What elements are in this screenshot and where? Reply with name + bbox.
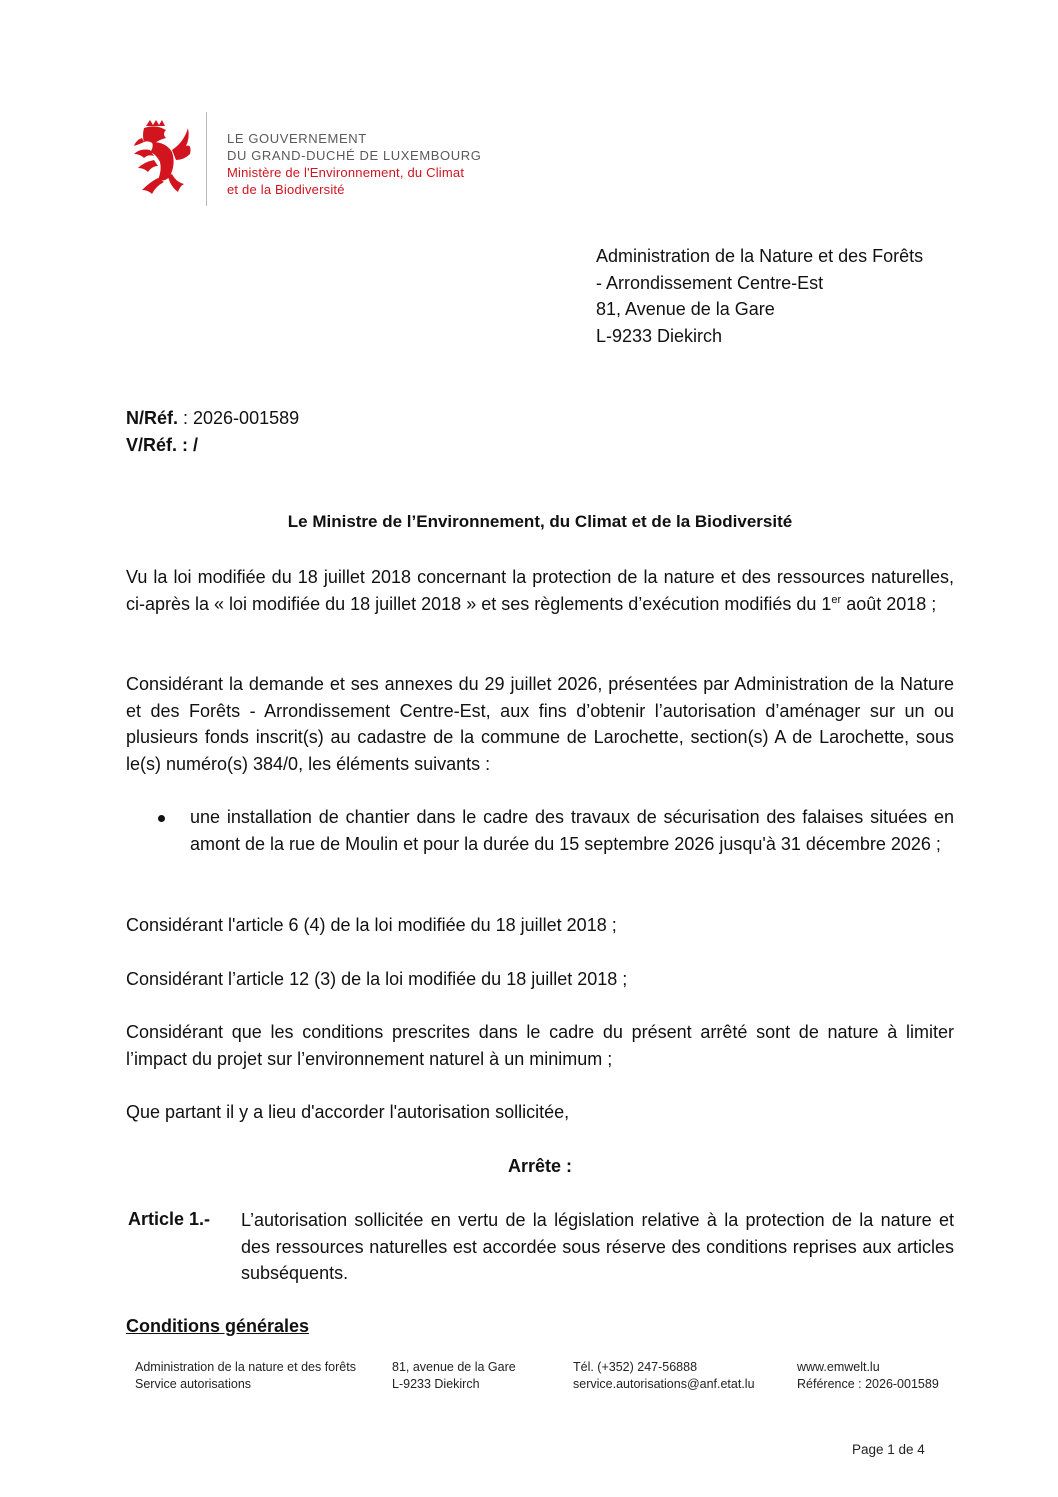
recipient-line-2: - Arrondissement Centre-Est: [596, 272, 824, 293]
page-number: Page 1 de 4: [852, 1442, 925, 1457]
paragraph-loi: [126, 564, 954, 617]
footer-col-contact: [573, 1359, 755, 1393]
paragraph-article-12: Considérant l’article 12 (3) de la loi modifiée du 18 juillet 2018 ;: [126, 969, 628, 989]
government-heading: [227, 130, 481, 198]
paragraph-conditions: Considérant que les conditions prescrites dans le cadre du présent arrêté sont de nature à limiter l’impact du projet sur l’environnement naturel à un minimum ;: [126, 1022, 954, 1069]
gov-line-1: LE GOUVERNEMENT: [227, 131, 367, 146]
luxembourg-lion-logo: [132, 120, 192, 196]
bullet-icon: [158, 815, 165, 822]
your-reference-label: V/Réf. : /: [126, 434, 199, 455]
footer-reference: Référence : 2026-001589: [797, 1377, 939, 1391]
section-heading: Conditions générales: [126, 1316, 310, 1336]
ordinal-sup: er: [831, 593, 842, 606]
logo-divider: [206, 112, 207, 206]
footer-col-web: [797, 1359, 939, 1393]
ministry-line-1: Ministère de l'Environnement, du Climat: [227, 165, 465, 180]
recipient-line-1: Administration de la Nature et des Forêts: [596, 246, 924, 266]
bullet-item: une installation de chantier dans le cadre des travaux de sécurisation des falaises situées en amont de la rue de Moulin et pour la durée du 15 septembre 2026 jusqu'à 31 décembre 2026 ;: [190, 807, 954, 854]
paragraph-loi-end: août 2018 ;: [841, 593, 937, 614]
footer-col-organisation: [135, 1359, 356, 1393]
gov-line-2: DU GRAND-DUCHÉ DE LUXEMBOURG: [227, 148, 482, 163]
recipient-address: [596, 243, 923, 349]
our-reference-value: : 2026-001589: [178, 408, 300, 428]
document-title: Le Ministre de l’Environnement, du Climat et de la Biodiversité: [287, 512, 793, 531]
article-1-text: L’autorisation sollicitée en vertu de la législation relative à la protection de la nature et des ressources naturelles est accordée sous réserve des conditions reprises aux articles subséquents.: [241, 1210, 954, 1283]
recipient-line-4: L-9233 Diekirch: [596, 325, 723, 346]
paragraph-loi-text: Vu la loi modifiée du 18 juillet 2018 concernant la protection de la nature et des ressources naturelles, ci-après la « loi modifiée du 18 juillet 2018 » et ses règlements d’exécution modifiés du 1: [126, 567, 954, 614]
footer-org-name: Administration de la nature et des forêts: [135, 1360, 356, 1374]
paragraph-partant: Que partant il y a lieu d'accorder l'autorisation sollicitée,: [126, 1102, 570, 1122]
recipient-line-3: 81, Avenue de la Gare: [596, 299, 775, 319]
your-reference: [126, 432, 299, 459]
article-1-label: Article 1.-: [128, 1209, 211, 1229]
footer-phone: Tél. (+352) 247-56888: [573, 1360, 698, 1374]
arrete-heading: Arrête :: [507, 1156, 573, 1176]
footer-street: 81, avenue de la Gare: [392, 1360, 516, 1374]
footer-email: service.autorisations@anf.etat.lu: [573, 1377, 755, 1391]
our-reference: [126, 405, 299, 432]
footer-service: Service autorisations: [135, 1377, 252, 1391]
references: [126, 405, 299, 458]
footer-website: www.emwelt.lu: [797, 1360, 880, 1374]
footer-city: L-9233 Diekirch: [392, 1377, 480, 1391]
footer-col-address: [392, 1359, 516, 1393]
paragraph-demande: Considérant la demande et ses annexes du 29 juillet 2026, présentées par Administration de la Nature et des Forêts - Arrondissement Centre-Est, aux fins d’obtenir l’autorisation d’aménager sur un ou plusieurs fonds inscrit(s) au cadastre de la commune de Larochette, section(s) A de Larochette, sous le(s) numéro(s) 384/0, les éléments suivants :: [126, 674, 954, 774]
ministry-line-2: et de la Biodiversité: [227, 182, 345, 197]
paragraph-article-6: Considérant l'article 6 (4) de la loi modifiée du 18 juillet 2018 ;: [126, 915, 617, 935]
bullet-list: [126, 804, 954, 857]
our-reference-label: N/Réf.: [126, 408, 179, 428]
